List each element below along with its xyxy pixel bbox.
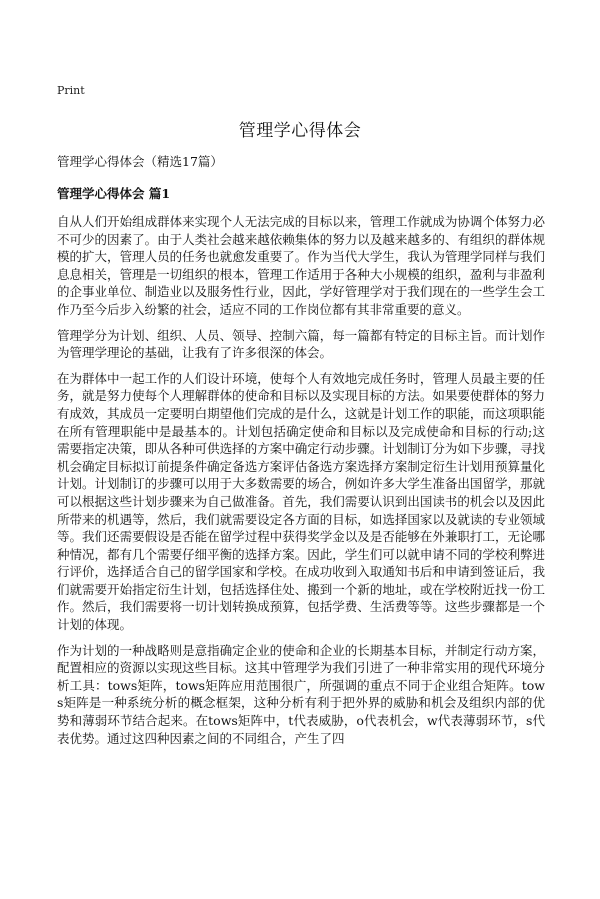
document-title: 管理学心得体会 [238,121,362,141]
paragraph-1: 自从人们开始组成群体来实现个人无法完成的目标以来，管理工作就成为协调个体努力必不可少的因素了。由于人类社会越来越依赖集体的努力以及越来越多的、有组织的群体规模的扩大，管理人员的任务也就愈发重要了。作为当代大学生，我认为管理学同样与我们息息相关，管理是一切组织的根本，管理工作适用于各种大小规模的组织，盈利与非盈利的企事业单位、制造业以及服务性行业，因此，学好管理学对于我们现在的一些学生会工作乃至今后步入纷繁的社会，适应不同的工作岗位都有其非常重要的意义。 [57,214,545,317]
paragraph-4: 作为计划的一种战略则是意指确定企业的使命和企业的长期基本目标，并制定行动方案，配置相应的资源以实现这些目标。这其中管理学为我们引进了一种非常实用的现代环境分析工具：tows矩阵，tows矩阵应用范围很广，所强调的重点不同于企业组合矩阵。tows矩阵是一种系统分析的概念框架，这种分析有利于把外界的威胁和机会及组织内部的优势和薄弱环节结合起来。在tows矩阵中，t代表威胁，o代表机会，w代表薄弱环节，s代表优势。通过这四种因素之间的不同组合，产生了四 [57,642,545,746]
print-label: Print [57,84,85,97]
body-text [57,213,545,755]
paragraph-2: 管理学分为计划、组织、人员、领导、控制六篇，每一篇都有特定的目标主旨。而计划作为管理学理论的基础，让我有了许多很深的体会。 [57,327,545,361]
section-heading: 管理学心得体会 篇1 [57,186,171,201]
paragraph-3: 在为群体中一起工作的人们设计环境，使每个人有效地完成任务时，管理人员最主要的任务，就是努力使每个人理解群体的使命和目标以及实现目标的方法。如果要使群体的努力有成效，其成员一定要明白期望他们完成的是什么，这就是计划工作的职能，而这项职能在所有管理职能中是最基本的。计划包括确定使命和目标以及完成使命和目标的行动;这需要指定决策，即从各种可供选择的方案中确定行动步骤。计划制订分为如下步骤，寻找机会确定目标拟订前提条件确定备选方案评估备选方案选择方案制定衍生计划用预算量化计划。计划制订的步骤可以用于大多数需要的场合，例如许多大学生准备出国留学，那就可以根据这些计划步骤来为自己做准备。首先，我们需要认识到出国读书的机会以及因此所带来的机遇等，然后，我们就需要设定各方面的目标，如选择国家以及就读的专业领域等。我们还需要假设是否能在留学过程中获得奖学金以及是否能够在外兼职打工，无论哪种情况，都有几个需要仔细平衡的选择方案。因此，学生们可以就申请不同的学校利弊进行评价，选择适合自己的留学国家和学校。在成功收到入取通知书后和申请到签证后，我们就需要开始指定衍生计划，包括选择住处、搬到一个新的地址，或在学校附近找一份工作。然后，我们需要将一切计划转换成预算，包括学费、生活费等等。这些步骤都是一个计划的体现。 [57,370,545,633]
document-subtitle: 管理学心得体会（精选17篇） [57,154,223,169]
